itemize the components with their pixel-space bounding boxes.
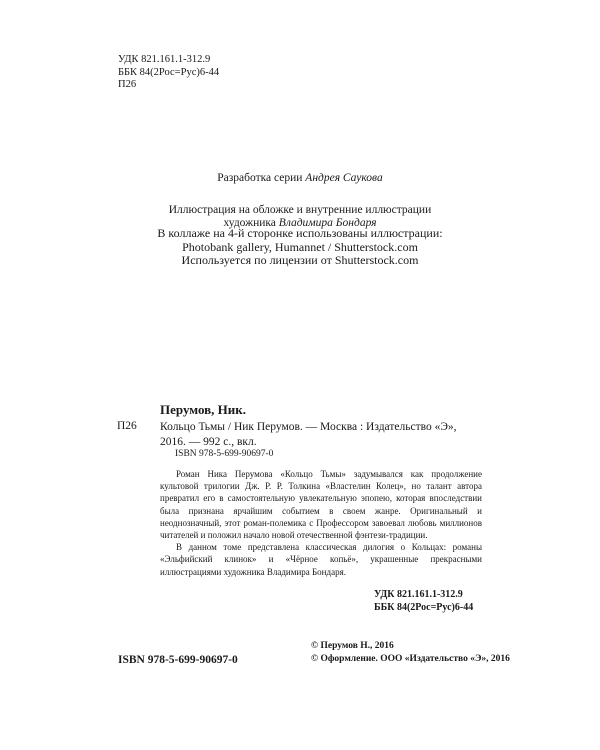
series-editor-name: Андрея Саукова	[305, 172, 383, 184]
catalog-isbn: ISBN 978-5-699-90697-0	[175, 449, 274, 459]
catalog-author: Перумов, Ник.	[160, 402, 246, 417]
top-classification-codes	[118, 54, 219, 92]
copyright-block	[311, 640, 510, 666]
bbk-code-bottom: ББК 84(2Рос=Рус)6-44	[374, 602, 474, 613]
collage-credit: В коллаже на 4-й сторонке использованы иллюстрации: Photobank gallery, Humannet / Shutterstock.com Используется по лицензии от Shutterstock.com	[157, 226, 443, 267]
catalog-title: Кольцо Тьмы / Ник Перумов. — Москва : Издательство «Э», 2016. — 992 с., вкл.	[160, 421, 457, 448]
artist-name: Владимира Бондаря	[278, 217, 377, 229]
bottom-classification-codes	[374, 588, 473, 614]
udk-code: УДК 821.161.1-312.9	[118, 54, 211, 65]
annotation	[160, 468, 482, 578]
illustration-credit: Иллюстрация на обложке и внутренние иллюстрации художника Владимира Бондаря	[168, 204, 432, 229]
annotation-paragraph: Роман Ника Перумова «Кольцо Тьмы» задумывался как продолжение культовой трилогии Дж. Р. Р. Толкина «Властелин Колец», но талант автора превратил его в самостоятельную увлекательную эпопею, которая впоследствии была признана ярчайшим событием в своем жанре. Оригинальный и неоднозначный, этот роман-полемика с Профессором завоевал любовь миллионов читателей и положил начало новой отечественной фэнтези-традиции.	[160, 469, 482, 541]
copyright-author: © Перумов Н., 2016	[311, 641, 394, 651]
bbk-code: ББК 84(2Рос=Рус)6-44	[118, 66, 220, 78]
copyright-design: © Оформление. ООО «Издательство «Э», 2016	[311, 654, 510, 664]
catalog-code: П26	[117, 420, 137, 432]
author-mark: П26	[118, 79, 137, 90]
series-credit: Разработка серии Андрея Саукова	[217, 172, 383, 184]
annotation-paragraph: В данном томе представлена классическая дилогия о Кольцах: романы «Эльфийский клинок» и «Чёрное копьё», украшенные прекрасными иллюстрациями художника Владимира Бондаря.	[160, 542, 482, 577]
isbn-bold: ISBN 978-5-699-90697-0	[118, 654, 238, 666]
udk-code-bottom: УДК 821.161.1-312.9	[374, 589, 463, 600]
